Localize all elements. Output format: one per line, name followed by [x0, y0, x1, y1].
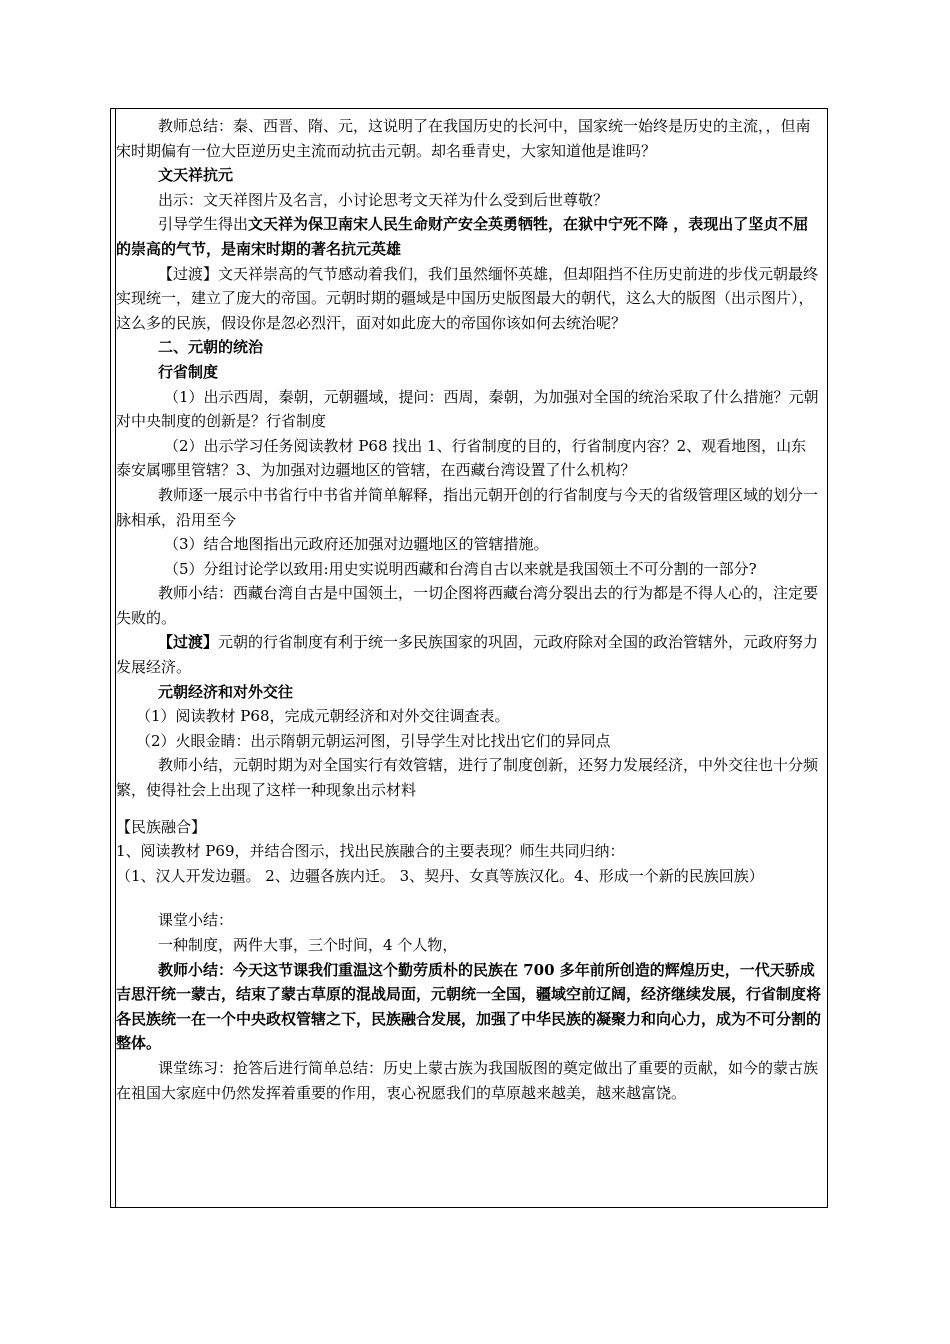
section-heading: 行省制度 [158, 362, 219, 381]
section-heading: 课堂小结： [158, 911, 234, 930]
section-heading: 【民族融合】 [116, 817, 207, 836]
paragraph: （1、汉人开发边疆。 2、边疆各族内迁。 3、契丹、女真等族汉化。4、形成一个新的民族回族） [116, 866, 764, 885]
lesson-content [116, 114, 821, 1105]
paragraph: （1）阅读教材 P68，完成元朝经济和对外交往调查表。 [136, 707, 510, 726]
paragraph: （1）出示西周，秦朝，元朝疆域，提问：西周，秦朝，为加强对全国的统治采取了什么措施？元朝对中央制度的创新是？行省制度 [116, 387, 819, 431]
paragraph: 【过渡】文天祥崇高的气节感动着我们，我们虽然缅怀英雄，但却阻挡不住历史前进的步伐元朝最终实现统一，建立了庞大的帝国。元朝时期的疆域是中国历史版图最大的朝代，这么大的版图（出示图片），这么多的民族，假设你是忽必烈汗，面对如此庞大的帝国你该如何去统治呢？ [116, 264, 819, 332]
paragraph: （2）火眼金睛：出示隋朝元朝运河图，引导学生对比找出它们的异同点 [136, 731, 611, 750]
paragraph: 课堂练习：抢答后进行简单总结：历史上蒙古族为我国版图的奠定做出了重要的贡献，如今的蒙古族在祖国大家庭中仍然发挥着重要的作用，衷心祝愿我们的草原越来越美，越来越富饶。 [116, 1058, 819, 1102]
paragraph: 教师总结：秦、西晋、隋、元，这说明了在我国历史的长河中，国家统一始终是历史的主流，，但南宋时期偏有一位大臣逆历史主流而动抗击元朝。却名垂青史，大家知道他是谁吗？ [116, 117, 811, 160]
paragraph: （3）结合地图指出元政府还加强对边疆地区的管辖措施。 [164, 535, 549, 554]
paragraph: 1、阅读教材 P69，并结合图示，找出民族融合的主要表现？师生共同归纳： [116, 842, 625, 861]
section-heading: 二、元朝的统治 [158, 338, 264, 357]
paragraph: 教师小结：今天这节课我们重温这个勤劳质朴的民族在 700 多年前所创造的辉煌历史，一代天骄成吉思汗统一蒙古，结束了蒙古草原的混战局面，元朝统一全国，疆域空前辽阔，经济继续发展，行省制度将各民族统一在一个中央政权管辖之下，民族融合发展，加强了中华民族的凝聚力和向心力，成为不可分割的整体。 [116, 960, 822, 1053]
section-heading: 文天祥抗元 [158, 166, 234, 185]
paragraph: （2）出示学习任务阅读教材 P68 找出 1、行省制度的目的，行省制度内容？2、观看地图，山东泰安属哪里管辖？3、为加强对边疆地区的管辖，在西藏台湾设置了什么机构？ [116, 436, 807, 480]
paragraph: 出示：文天祥图片及名言，小讨论思考文天祥为什么受到后世尊敬？ [158, 190, 609, 209]
paragraph: 教师小结，元朝时期为对全国实行有效管辖，进行了制度创新，还努力发展经济，中外交往也十分频繁，使得社会上出现了这样一种现象出示材料 [116, 756, 819, 800]
paragraph: 教师小结：西藏台湾自古是中国领土，一切企图将西藏台湾分裂出去的行为都是不得人心的，注定要失败的。 [116, 584, 819, 627]
paragraph: 教师逐一展示中书省行中书省并简单解释，指出元朝开创的行省制度与今天的省级管理区域的划分一脉相承，沿用至今 [116, 485, 819, 529]
paragraph: （5）分组讨论学以致用:用史实说明西藏和台湾自古以来就是我国领土不可分割的一部分? [164, 559, 757, 578]
paragraph: 引导学生得出文天祥为保卫南宋人民生命财产安全英勇牺牲，在狱中宁死不降 ，表现出了坚贞不屈的崇高的气节，是南宋时期的著名抗元英雄 [116, 215, 809, 258]
paragraph: 【过渡】元朝的行省制度有利于统一多民族国家的巩固，元政府除对全国的政治管辖外，元政府努力发展经济。 [116, 633, 819, 677]
paragraph: 一种制度，两件大事，三个时间，4 个人物， [158, 936, 458, 954]
section-heading: 元朝经济和对外交往 [158, 682, 294, 701]
